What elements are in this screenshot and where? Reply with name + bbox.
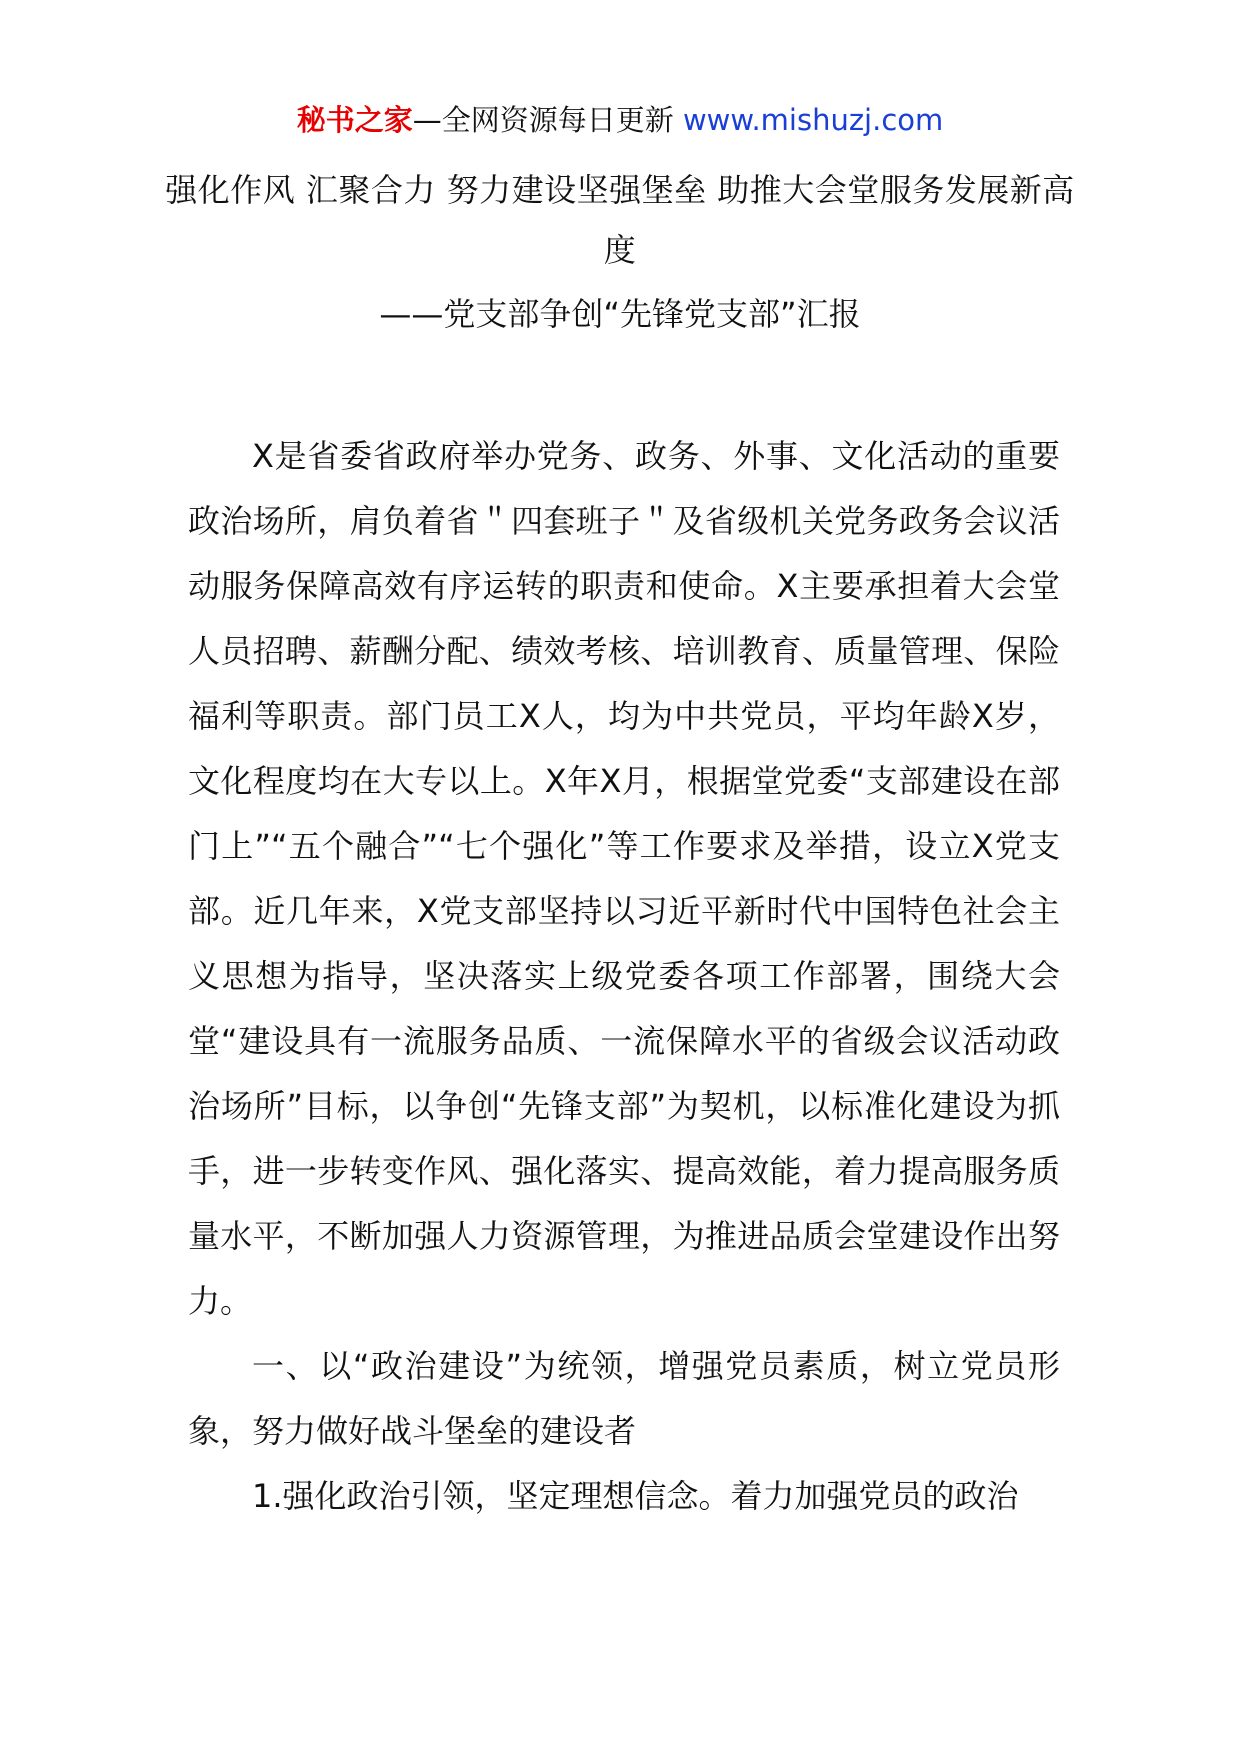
- body-paragraph: 1.强化政治引领，坚定理想信念。着力加强党员的政治: [252, 1477, 1019, 1515]
- document-title: 强化作风 汇聚合力 努力建设坚强堡垒 助推大会堂服务发展新高度: [165, 171, 1075, 269]
- document-body: [188, 424, 1060, 1529]
- section-heading: 一、以“政治建设”为统领，增强党员素质，树立党员形象，努力做好战斗堡垒的建设者: [188, 1347, 1060, 1450]
- body-paragraph: X是省委省政府举办党务、政务、外事、文化活动的重要政治场所，肩负着省＂四套班子＂及省级机关党务政务会议活动服务保障高效有序运转的职责和使命。X主要承担着大会堂人员招聘、薪酬分配、绩效考核、培训教育、质量管理、保险福利等职责。部门员工X人，均为中共党员，平均年龄X岁，文化程度均在大专以上。X年X月，根据堂党委“支部建设在部门上”“五个融合”“七个强化”等工作要求及举措，设立X党支部。近几年来，X党支部坚持以习近平新时代中国特色社会主义思想为指导，坚决落实上级党委各项工作部署，围绕大会堂“建设具有一流服务品质、一流保障水平的省级会议活动政治场所”目标，以争创“先锋支部”为契机，以标准化建设为抓手，进一步转变作风、强化落实、提高效能，着力提高服务质量水平，不断加强人力资源管理，为推进品质会堂建设作出努力。: [188, 437, 1060, 1320]
- header-tagline: —全网资源每日更新: [412, 103, 683, 137]
- site-header: [0, 100, 1240, 140]
- brand-name: 秘书之家: [296, 103, 413, 137]
- document-subtitle: ——党支部争创“先锋党支部”汇报: [379, 295, 861, 333]
- header-url[interactable]: www.mishuzj.com: [682, 103, 944, 137]
